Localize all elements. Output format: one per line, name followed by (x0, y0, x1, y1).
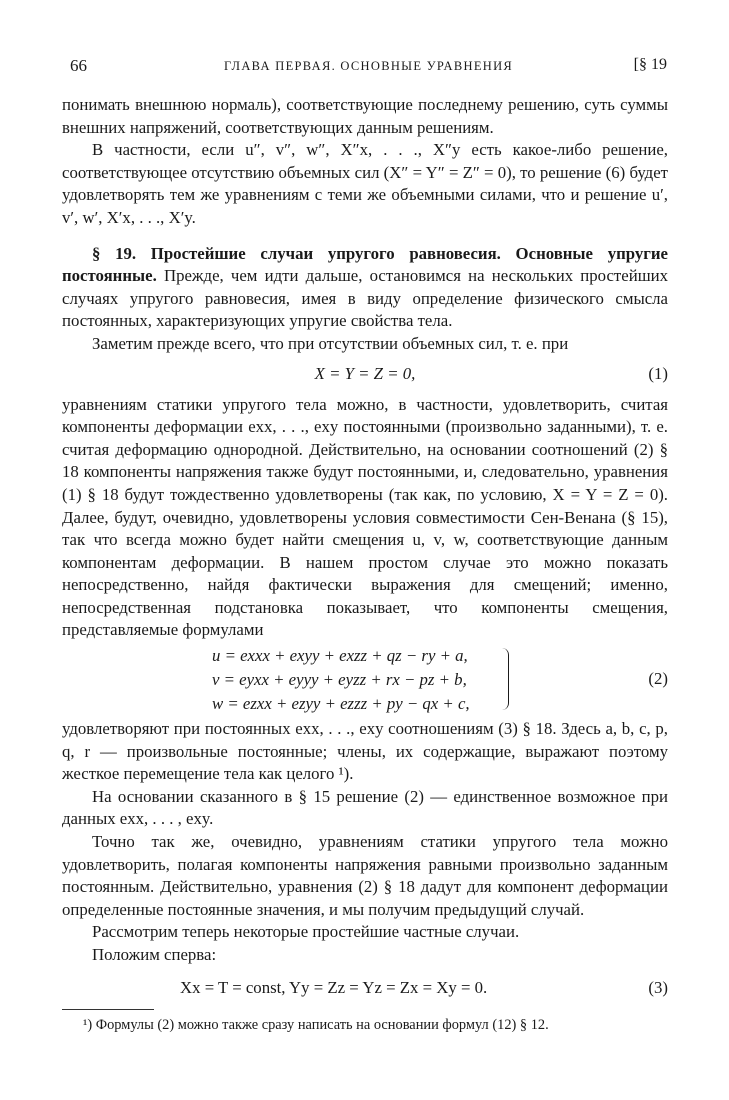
equation-number: (3) (648, 977, 668, 997)
paragraph: Заметим прежде всего, что при отсутствии объемных сил, т. е. при (92, 333, 569, 353)
paragraph: В частности, если u″, v″, w″, X″x, . . ., X″y есть какое-либо решение, соответствующее отсутствию объемных сил (X″ = Y″ = Z″ = 0), то решение (6) будет удовлетворять тем же уравнениям с теми же объемными силами, что и решение u′, v′, w′, X′x, . . ., X′y. (62, 140, 668, 227)
paragraph: Рассмотрим теперь некоторые простейшие частные случаи. (92, 922, 520, 942)
equation-number: (1) (648, 363, 668, 383)
running-title: ГЛАВА ПЕРВАЯ. ОСНОВНЫЕ УРАВНЕНИЯ (223, 59, 514, 73)
paragraph: уравнениям статики упругого тела можно, в частности, удовлетворить, считая компоненты деформации exx, . . ., exy постоянными (произвольно заданными), т. е. считая деформацию однородной. Действительно, на основании соотношений (2) § 18 компоненты напряжения также будут постоянными, и, следовательно, уравнения (1) § 18 будут тождественно удовлетворены (так как, по условию, X = Y = Z = 0). Далее, будут, очевидно, удовлетворены условия совместимости Сен-Венана (§ 15), так что всегда можно будет найти смещения u, v, w, соответствующие данным компонентам деформации. В нашем простом случае это можно показать непосредственно, найдя фактически выражения для смещений; именно, непосредственная подстановка показывает, что компоненты смещения, представляемые формулами (62, 394, 668, 640)
page-body (62, 94, 668, 1003)
paragraph: Точно так же, очевидно, уравнениям статики упругого тела можно удовлетворить, полагая компоненты напряжения равными произвольно заданным постоянным. Действительно, уравнения (2) § 18 дадут для компонент деформации определенные постоянные значения, и мы получим предыдущий случай. (62, 832, 668, 919)
section-paragraph (62, 243, 668, 333)
equation-2 (62, 644, 668, 716)
paragraph-text: Прежде, чем идти дальше, остановимся на нескольких простейших случаях упругого равновесия, имея в виду определение физического смысла постоянных, характеризующих упругие свойства тела. (62, 266, 668, 331)
section-heading: § 19. Простейшие случаи упругого равновесия. Основные упругие постоянные. (62, 243, 668, 286)
equation-line: w = ezxx + ezyy + ezzz + py − qx + c, (212, 694, 470, 714)
footnote-rule (62, 1009, 154, 1010)
paragraph: удовлетворяют при постоянных exx, . . ., exy соотношениям (3) § 18. Здесь a, b, c, p, q, r — произвольные постоянные; члены, их содержащие, выражают поэтому жесткое перемещение тела как целого ¹). (62, 719, 668, 784)
paragraph: понимать внешнюю нормаль), соответствующие последнему решению, суть суммы внешних напряжений, соответствующих данным решениям. (62, 95, 668, 137)
equation-line: v = eyxx + eyyy + eyzz + rx − pz + b, (212, 670, 467, 690)
equation-1 (62, 359, 668, 389)
section-marker: [§ 19 (633, 56, 667, 73)
equation-formula: Xx = T = const, Yy = Zz = Yz = Zx = Xy = 0. (180, 977, 488, 997)
equation-3 (62, 973, 668, 1003)
equation-formula: X = Y = Z = 0, (314, 363, 416, 383)
paragraph: На основании сказанного в § 15 решение (2) — единственное возможное при данных exx, . . . , exy. (62, 786, 668, 829)
right-brace (502, 648, 509, 710)
equation-line: u = exxx + exyy + exzz + qz − ry + a, (212, 646, 468, 666)
paragraph: Положим сперва: (92, 945, 217, 964)
page-number: 66 (70, 56, 87, 75)
footnote: ¹) Формулы (2) можно также сразу написать на основании формул (12) § 12. (83, 1017, 549, 1033)
running-header (70, 56, 667, 78)
equation-number: (2) (648, 669, 668, 689)
